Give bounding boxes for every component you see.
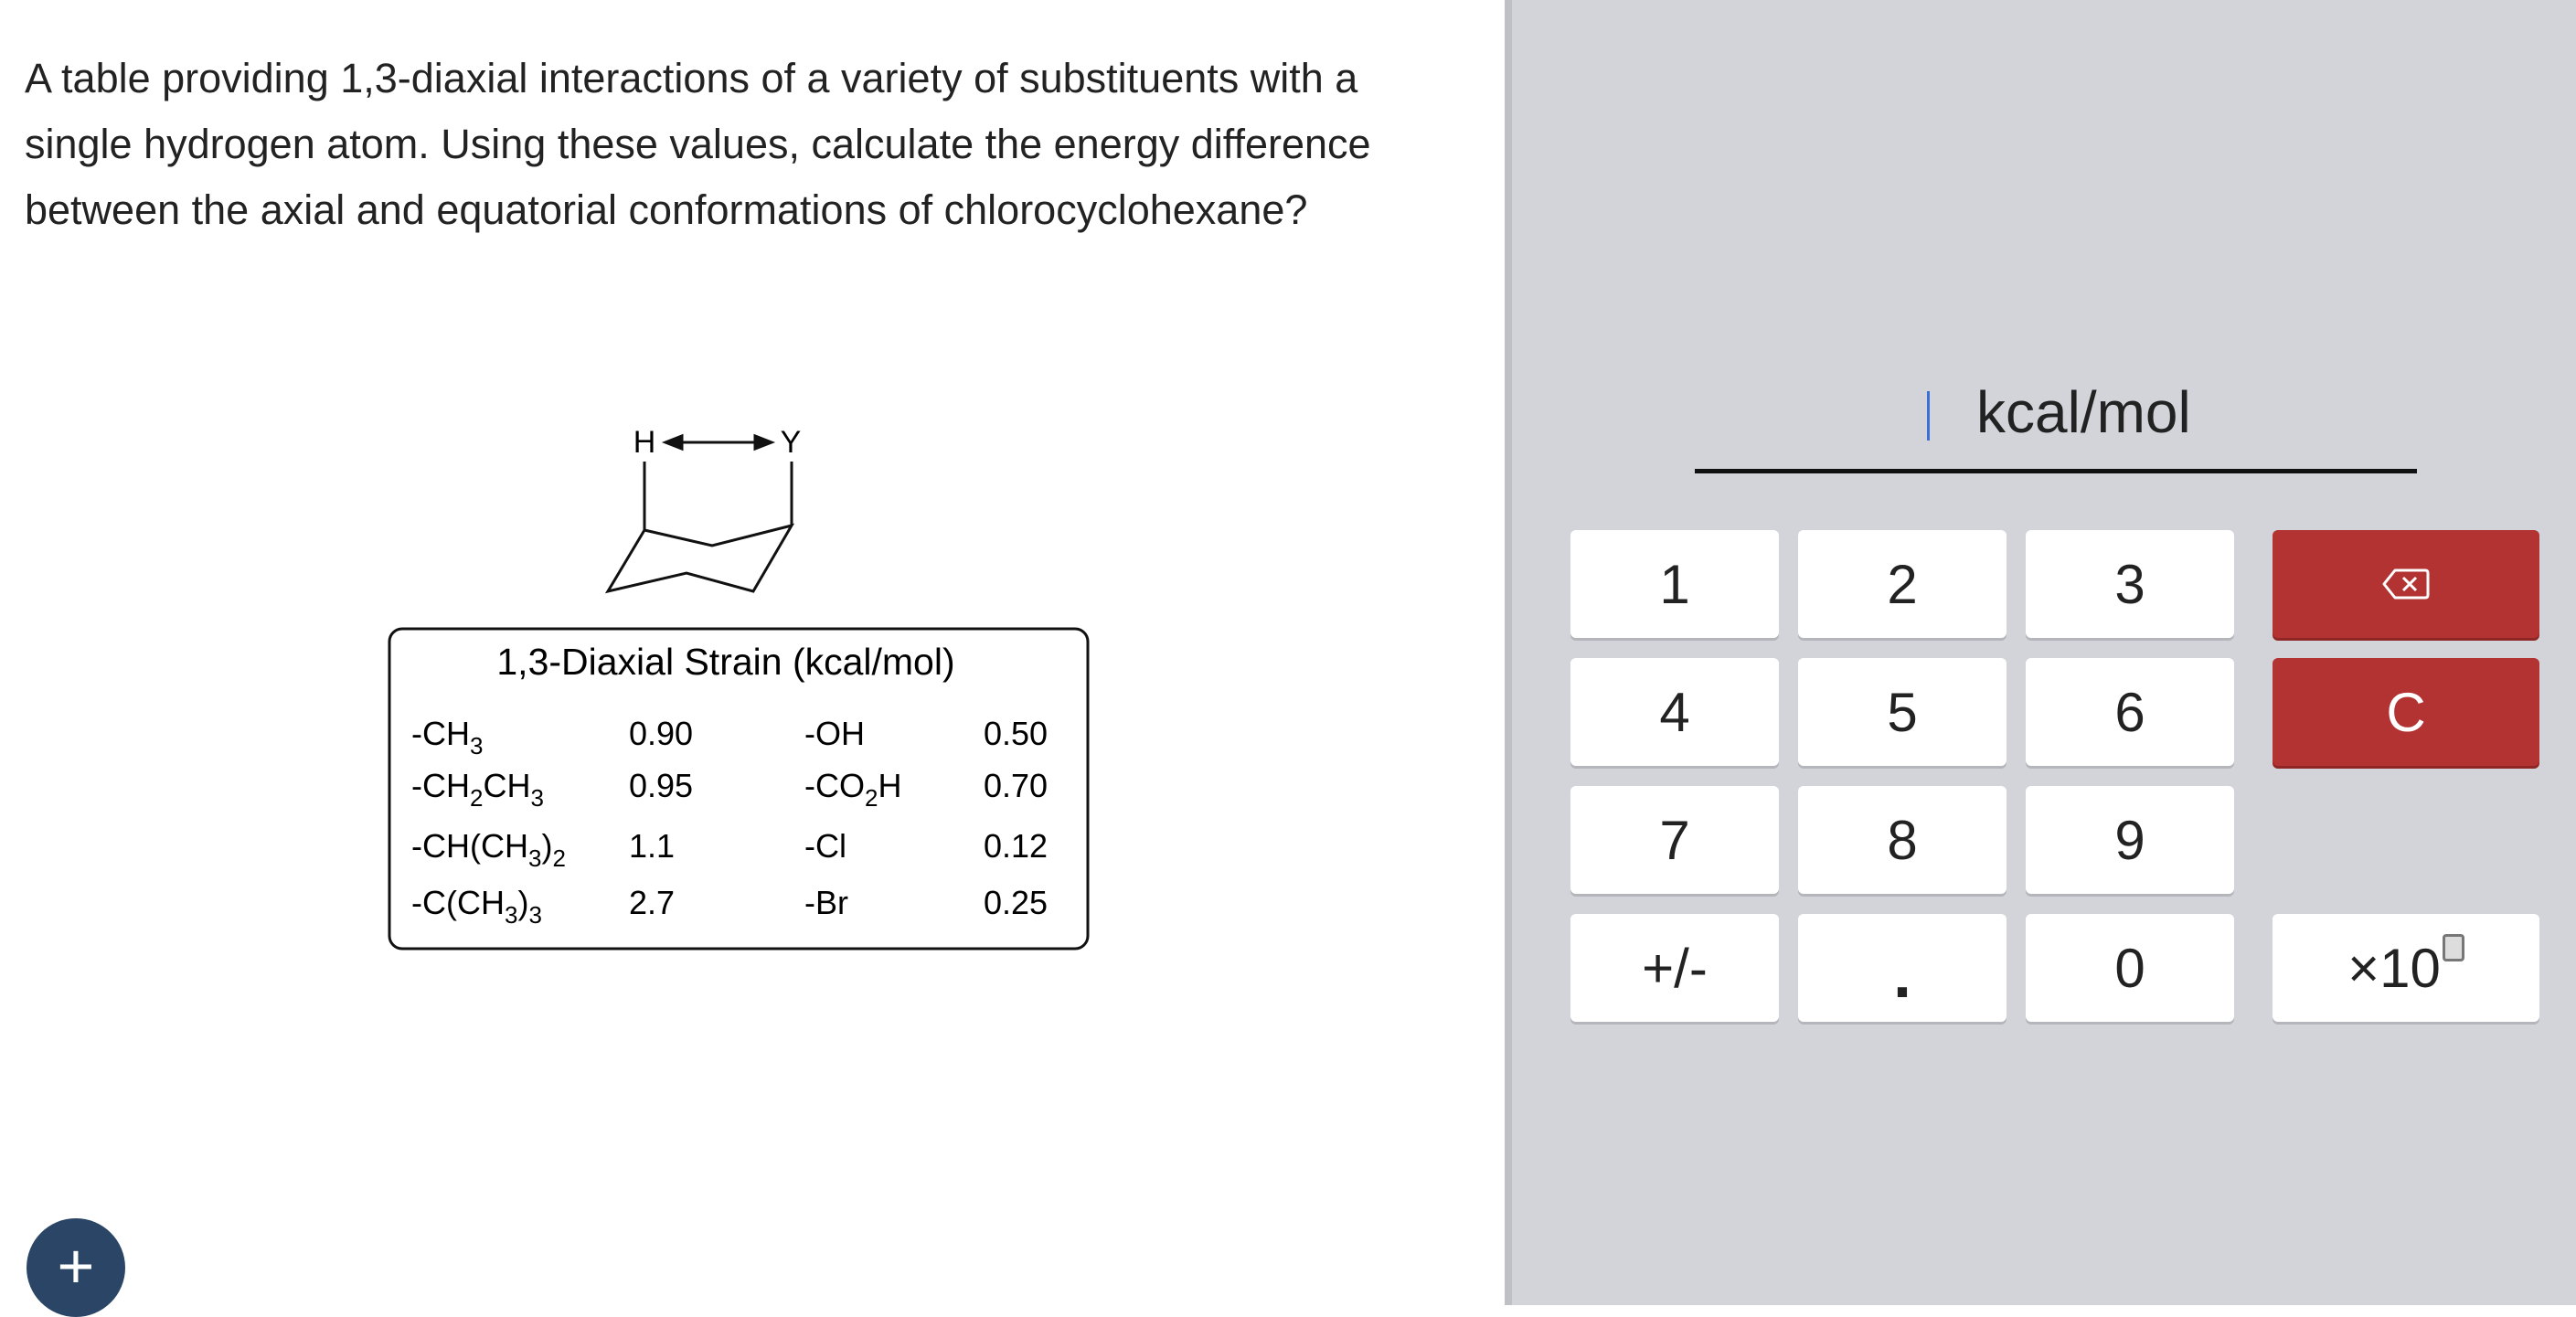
answer-unit: kcal/mol [1976,379,2191,445]
question-text: A table providing 1,3-diaxial interactions of a variety of substituents with a single hydrogen atom. Using these values, calculate the energy difference between the axial and equatorial conformations of chlorocyclohexane? [25,55,1371,233]
strain-value: 0.12 [984,827,1048,865]
key-7[interactable]: 7 [1570,786,1779,894]
strain-value: 2.7 [629,884,676,921]
key-6[interactable]: 6 [2026,658,2234,766]
double-arrow [665,436,772,449]
plus-icon: + [57,1230,95,1301]
panel-divider [1505,0,1512,1305]
key-8[interactable]: 8 [1798,786,2007,894]
times-ten-button[interactable] [2273,914,2539,1022]
strain-value: 0.50 [984,715,1048,752]
answer-underline [1695,469,2417,473]
plus-minus-button[interactable]: +/- [1570,914,1779,1022]
cyclohexane-chair [608,462,792,591]
diaxial-strain-figure [384,420,1097,960]
substituent-label: -Br [804,884,848,921]
decimal-button[interactable] [1798,914,2007,1022]
substituent-label: $-CH_2CH_3$ [411,767,544,812]
backspace-button[interactable] [2273,530,2539,638]
key-0[interactable]: 0 [2026,914,2234,1022]
backspace-icon [2382,568,2430,600]
substituent-label: $-CH(CH_3)_2$ [411,827,566,872]
substituent-label: $-C(CH_3)_3$ [411,884,542,929]
times-ten-label: ×10 [2347,937,2441,999]
keypad-panel [1505,0,2576,1305]
key-3[interactable]: 3 [2026,530,2234,638]
substituent-label: -Cl [804,827,846,865]
y-label: Y [780,425,802,460]
substituent-label: $-CH_3$ [411,715,484,759]
strain-value: 0.95 [629,767,694,804]
exponent-box-icon [2443,934,2464,961]
table-title: 1,3-Diaxial Strain (kcal/mol) [496,641,955,683]
text-cursor [1927,391,1930,441]
answer-field[interactable] [1695,366,2417,473]
h-label: H [633,425,656,460]
strain-value: 0.90 [629,715,694,752]
decimal-label: . [1892,939,1911,1012]
key-1[interactable]: 1 [1570,530,1779,638]
key-4[interactable]: 4 [1570,658,1779,766]
key-2[interactable]: 2 [1798,530,2007,638]
add-button[interactable] [27,1218,125,1317]
strain-value: 1.1 [629,827,676,865]
substituent-label: -OH [804,715,865,752]
substituent-label: $-CO_2H$ [804,767,902,812]
key-9[interactable]: 9 [2026,786,2234,894]
clear-button[interactable]: C [2273,658,2539,766]
strain-value: 0.25 [984,884,1048,921]
strain-value: 0.70 [984,767,1048,804]
key-5[interactable]: 5 [1798,658,2007,766]
